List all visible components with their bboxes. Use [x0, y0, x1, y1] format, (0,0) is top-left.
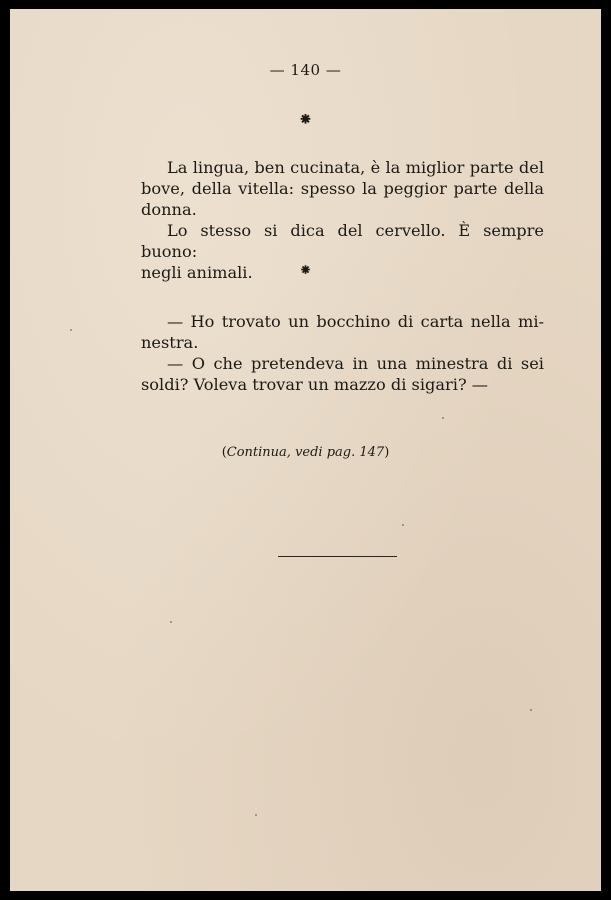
text-line: — O che pretendeva in una minestra di sei — [167, 354, 544, 373]
continuation-close-paren: ) — [384, 445, 390, 460]
page-number: — 140 — — [269, 61, 342, 79]
text-line: La lingua, ben cucinata, è la miglior parte del — [167, 158, 544, 177]
paper-speck — [530, 709, 532, 711]
text-line: — Ho trovato un bocchino di carta nella mi- — [167, 312, 544, 331]
paper-speck — [442, 417, 444, 419]
paper-speck — [402, 524, 404, 526]
continuation-page: 147 — [359, 445, 385, 460]
text-line: Lo stesso si dica del cervello. È sempre buono: — [141, 221, 544, 261]
text-line: bove, della vitella: spesso la peggior parte della — [141, 179, 544, 198]
section-separator-asterism: ⁕ — [299, 261, 312, 279]
continuation-open-paren: ( — [221, 445, 227, 460]
end-rule — [278, 556, 397, 557]
continuation-text: Continua, vedi pag. — [226, 445, 356, 460]
paper-speck — [70, 329, 72, 331]
continuation-note — [10, 445, 601, 460]
text-line: donna. — [141, 200, 197, 219]
text-line: soldi? Voleva trovar un mazzo di sigari? — — [141, 375, 488, 394]
text-line: negli animali. — [141, 263, 253, 282]
section-separator-asterism: ⁕ — [298, 110, 313, 130]
text-line: nestra. — [141, 333, 199, 352]
paper-speck — [170, 621, 172, 623]
book-page — [10, 9, 601, 891]
paper-speck — [255, 814, 257, 816]
paragraph-section-2 — [141, 311, 544, 395]
